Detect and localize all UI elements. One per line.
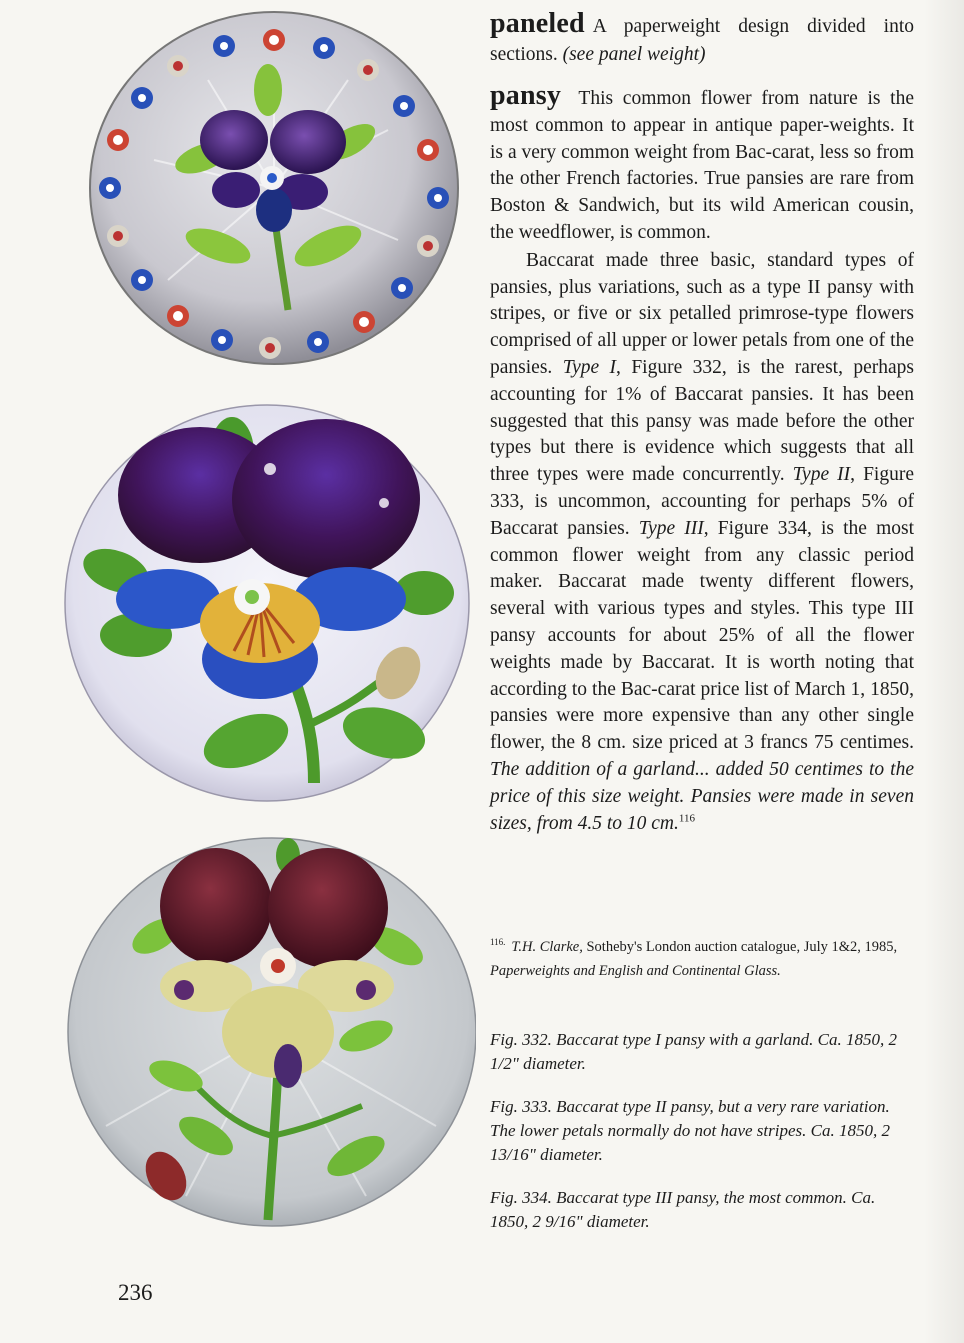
entry-definition-paneled: A paperweight design divided into sections. [490, 16, 914, 65]
footnote [490, 930, 920, 983]
p2-type-iii-text: , Figure 334, is the most common flower weight from any classic period maker. Baccarat made twenty different flowers, several with various types and styles. This type III pansy accounts for about 25% of all the flower weights made by Baccarat. It is worth noting that according to the Bac-carat price list of March 1, 1850, pansies were more expensive than any other single flower, the 8 cm. size priced at 3 francs 75 centimes. [490, 517, 914, 754]
page-edge-shadow [924, 0, 964, 1343]
p2-quote: The addition of a garland... added 50 centimes to the price of this size weight. Pansies were made in seven sizes, from 4.5 to 10 cm. [490, 758, 914, 834]
p2-type-i-text: , Figure 332, is the rarest, perhaps accounting for 1% of Baccarat pansies. It has been suggested that this pansy was made before the other types but there is evidence which suggests that all three types were made concurrently. [490, 356, 915, 486]
figure-333-photo [64, 403, 470, 806]
pansy-paragraph-2 [490, 248, 914, 838]
footnote-author: T.H. Clarke, [511, 938, 583, 955]
footnote-title: Paperweights and English and Continental Glass. [490, 962, 781, 979]
page-number: 236 [118, 1280, 153, 1305]
figure-334-photo [66, 836, 476, 1228]
entry-pansy [490, 80, 914, 247]
footnote-reference: 116 [678, 812, 695, 825]
p2-intro: Baccarat made three basic, standard types of pansies, plus variations, such as a type II pansy with stripes, or five or six petalled primrose-type flowers comprised of all upper or lower petals from one of the pansies. [490, 249, 914, 378]
caption-fig-332: Fig. 332. Baccarat type I pansy with a garland. Ca. 1850, 2 1/2" diameter. [490, 1030, 898, 1073]
footnote-mark: 116. [490, 937, 506, 947]
p2-type-iii: Type III [638, 517, 704, 539]
entry-paneled [490, 10, 914, 69]
caption-fig-333: Fig. 333. Baccarat type II pansy, but a very rare variation. The lower petals normally do not have stripes. Ca. 1850, 2 13/16" diameter. [490, 1097, 890, 1164]
see-also-reference: (see panel weight) [562, 44, 706, 65]
p2-type-ii-text: , Figure 333, is uncommon, accounting for perhaps 5% of Baccarat pansies. [490, 464, 914, 539]
p2-type-i: Type I [562, 356, 617, 378]
pansy-paragraph-1: This common flower from nature is the most common to appear in antique paper-weights. It is a very common weight from Bac-carat, less so from the other French factories. True pansies are rare from Boston & Sandwich, but its wild American cousin, the weedflower, is common. [490, 88, 914, 243]
figure-captions [490, 1028, 916, 1253]
figure-332-photo [88, 10, 460, 366]
entry-term-paneled: paneled [490, 8, 585, 39]
p2-type-ii: Type II [792, 464, 851, 486]
caption-fig-334: Fig. 334. Baccarat type III pansy, the most common. Ca. 1850, 2 9/16" diameter. [490, 1188, 876, 1231]
footnote-text: Sotheby's London auction catalogue, July 1&2, 1985, [582, 938, 898, 955]
dictionary-text-column [490, 10, 914, 837]
entry-term-pansy: pansy [490, 80, 562, 111]
